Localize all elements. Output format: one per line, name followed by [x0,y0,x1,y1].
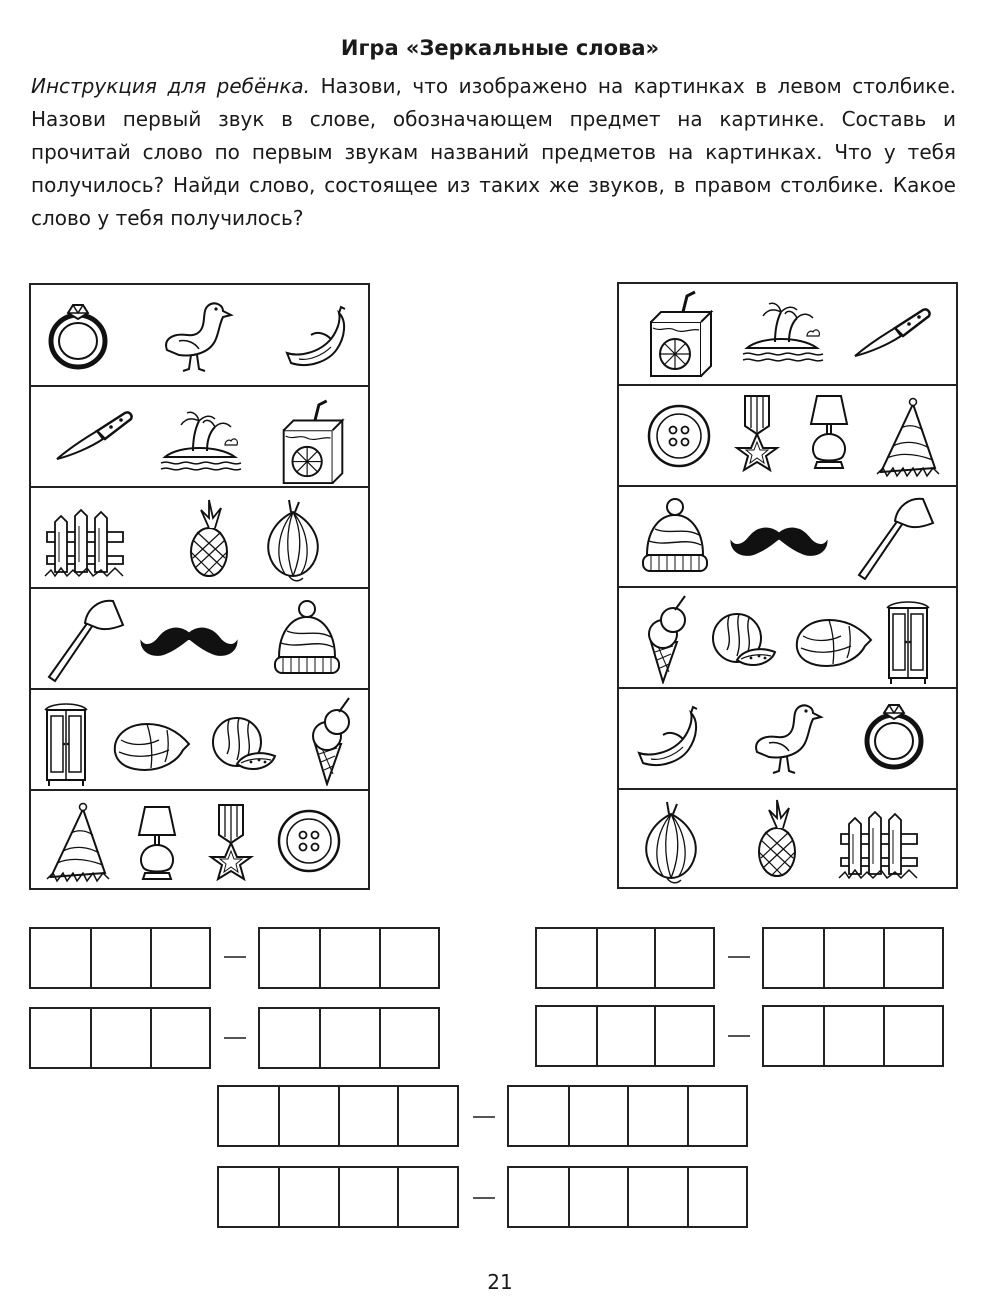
banana-icon [279,303,355,379]
answer-grid-4b[interactable] [762,1005,944,1067]
lamp-icon [131,803,187,885]
left-row-5 [31,688,368,788]
answer-grid-2a[interactable] [535,927,715,989]
wardrobe-icon [41,696,93,788]
knife-icon [849,298,939,378]
party-hat-icon [43,801,115,885]
right-picture-column [617,282,958,889]
onion-icon [263,498,329,584]
medal-icon [727,392,791,476]
left-row-6 [31,789,368,889]
watermelon-icon [707,604,783,676]
dash [728,956,750,958]
ice-cream-icon [297,696,357,786]
island-icon [159,405,249,481]
answer-grid-3a[interactable] [29,1007,211,1069]
island-icon [741,296,831,372]
shell-icon [789,602,879,672]
juice-box-icon [641,290,721,380]
right-row-1 [619,284,956,384]
onion-icon [641,800,707,886]
knife-icon [51,401,141,481]
banana-icon [631,703,707,779]
left-row-3 [31,486,368,586]
shell-icon [107,706,197,776]
answer-grid-1b[interactable] [258,927,440,989]
axe-icon [41,595,131,687]
answer-grid-6b[interactable] [507,1166,748,1228]
left-picture-column [29,283,370,890]
fence-icon [835,804,931,884]
ring-icon [43,299,123,379]
right-row-2 [619,384,956,484]
page-number: 21 [487,1270,513,1294]
instruction-text [31,70,956,235]
dash [473,1116,495,1118]
ice-cream-icon [633,594,693,684]
answer-grid-6a[interactable] [217,1166,459,1228]
mustache-icon [139,613,249,669]
axe-icon [851,493,941,585]
fence-icon [41,502,137,582]
right-row-4 [619,586,956,686]
answer-grid-4a[interactable] [535,1005,715,1067]
answer-grid-5a[interactable] [217,1085,459,1147]
button-icon [645,400,717,474]
pineapple-icon [747,796,811,884]
right-row-5 [619,687,956,787]
lamp-icon [803,392,859,474]
pineapple-icon [179,496,243,584]
dash [224,956,246,958]
button-icon [275,805,347,879]
wardrobe-icon [883,594,935,686]
right-row-3 [619,485,956,585]
watermelon-icon [207,708,283,780]
party-hat-icon [873,396,945,480]
mustache-icon [729,513,839,569]
dash [224,1037,246,1039]
juice-box-icon [273,399,353,485]
right-row-6 [619,788,956,888]
dash [473,1197,495,1199]
answer-grid-1a[interactable] [29,927,211,989]
left-row-2 [31,385,368,485]
answer-grid-2b[interactable] [762,927,944,989]
duck-icon [153,295,239,381]
left-row-4 [31,587,368,687]
ring-icon [859,699,939,779]
instruction-body: Назови, что изображено на картинках в левом столбике. Назови первый звук в слове, обозначающем предмет на картинке. Составь и прочитай слово по первым звукам названий предметов на картинках. Что у тебя получилось? Найди слово, состоящее из таких же звуков, в правом столбике. Какое слово у тебя получилось? [31,74,956,230]
medal-icon [201,801,265,885]
left-row-1 [31,285,368,385]
hat-icon [639,497,715,577]
page-title: Игра «Зеркальные слова» [340,36,660,60]
answer-grid-5b[interactable] [507,1085,748,1147]
dash [728,1035,750,1037]
answer-grid-3b[interactable] [258,1007,440,1069]
hat-icon [271,599,347,679]
instruction-lead: Инструкция для ребёнка. [31,74,311,98]
duck-icon [743,697,829,783]
